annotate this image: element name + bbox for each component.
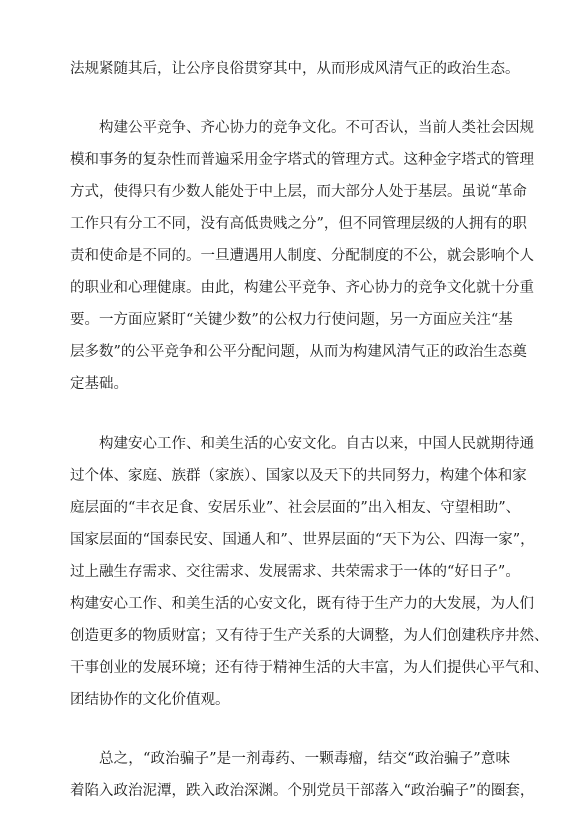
text-line: 工作只有分工不同，没有高低贵贱之分”，但不同管理层级的人拥有的职 [70, 216, 527, 232]
text-line: 要。一方面应紧盯“关键少数”的公权力行使问题，另一方面应关注“基 [70, 312, 513, 328]
text-line: 责和使命是不同的。一旦遭遇用人制度、分配制度的不公，就会影响个人 [70, 248, 534, 264]
text-line: 层多数”的公平竞争和公平分配问题，从而为构建风清气正的政治生态奠 [70, 344, 527, 360]
text-line: 着陷入政治泥潭，跌入政治深渊。个别党员干部落入“政治骗子”的圈套， [70, 783, 535, 799]
paragraph-first-line: 构建安心工作、和美生活的心安文化。自古以来，中国人民就期待通 [99, 436, 534, 452]
paragraph-first-line: 构建公平竞争、齐心协力的竞争文化。不可否认，当前人类社会因规 [99, 120, 534, 136]
text-line: 庭层面的“丰衣足食、安居乐业”、社会层面的”出入相友、守望相助”、 [70, 500, 521, 516]
paragraph-first-line: 总之，“政治骗子”是一剂毒药、一颗毒瘤，结交“政治骗子”意味 [99, 751, 510, 767]
text-line: 团结协作的文化价值观。 [70, 692, 230, 708]
text-line: 法规紧随其后，让公序良俗贯穿其中，从而形成风清气正的政治生态。 [70, 61, 520, 77]
text-line: 国家层面的“国泰民安、国通人和”、世界层面的“天下为公、四海一家”， [70, 532, 535, 548]
text-line: 的职业和心理健康。由此，构建公平竞争、齐心协力的竞争文化就十分重 [70, 280, 534, 296]
text-line: 干事创业的发展环境；还有待于精神生活的大丰富，为人们提供心平气和、 [70, 660, 549, 676]
text-line: 过上融生存需求、交往需求、发展需求、共荣需求于一体的“好日子”。 [70, 564, 520, 580]
text-line: 定基础。 [70, 376, 128, 392]
text-line: 过个体、家庭、族群（家族）、国家以及天下的共同努力，构建个体和家 [70, 468, 527, 484]
text-line: 方式，使得只有少数人能处于中上层，而大部分人处于基层。虽说“革命 [70, 184, 527, 200]
text-line: 创造更多的物质财富；又有待于生产关系的大调整，为人们创建秩序井然、 [70, 628, 549, 644]
text-line: 模和事务的复杂性而普遍采用金字塔式的管理方式。这种金字塔式的管理 [70, 152, 534, 168]
text-line: 构建安心工作、和美生活的心安文化，既有待于生产力的大发展，为人们 [70, 596, 534, 612]
